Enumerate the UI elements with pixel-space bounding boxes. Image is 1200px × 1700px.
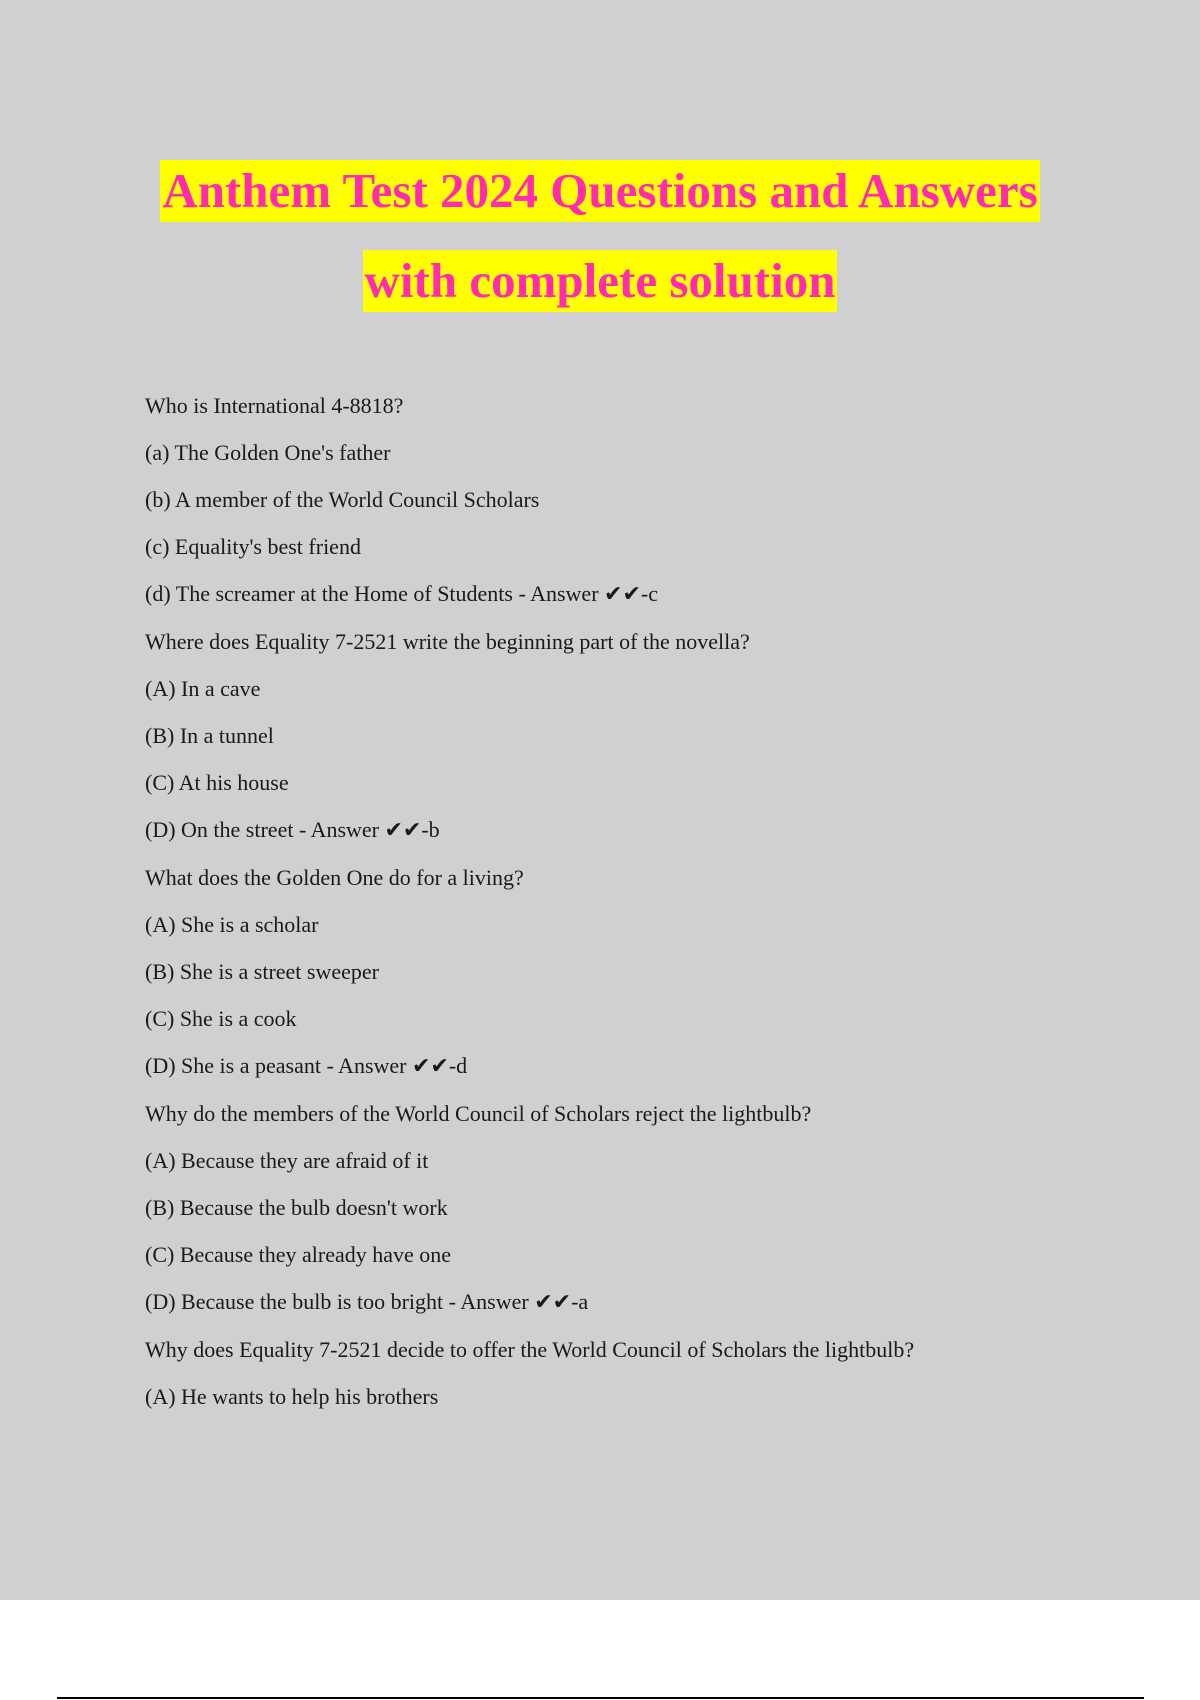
option-line: (a) The Golden One's father: [145, 440, 391, 465]
footer-rule: [57, 1697, 1144, 1699]
option-line: (C) At his house: [145, 770, 289, 795]
option-line: (c) Equality's best friend: [145, 534, 361, 559]
option-line: (A) He wants to help his brothers: [145, 1384, 439, 1409]
question-list: [145, 393, 1105, 1431]
answer-option-line: (D) On the street - Answer ✔✔-b: [145, 817, 440, 842]
option-line: (b) A member of the World Council Scholars: [145, 487, 540, 512]
question-text: Why does Equality 7-2521 decide to offer the World Council of Scholars the lightbulb?: [145, 1337, 915, 1362]
question-text: Who is International 4-8818?: [145, 393, 404, 418]
title-line-1: Anthem Test 2024 Questions and Answers: [160, 160, 1039, 222]
question-text: Why do the members of the World Council of Scholars reject the lightbulb?: [145, 1101, 812, 1126]
answer-option-line: (d) The screamer at the Home of Students - Answer ✔✔-c: [145, 581, 658, 606]
option-line: (B) She is a street sweeper: [145, 959, 379, 984]
option-line: (A) Because they are afraid of it: [145, 1148, 429, 1173]
option-line: (C) Because they already have one: [145, 1242, 452, 1267]
option-line: (B) In a tunnel: [145, 723, 274, 748]
answer-option-line: (D) Because the bulb is too bright - Answer ✔✔-a: [145, 1289, 589, 1314]
option-line: (A) In a cave: [145, 676, 261, 701]
title-line-2: with complete solution: [363, 250, 838, 312]
document-title: [0, 160, 1200, 312]
option-line: (B) Because the bulb doesn't work: [145, 1195, 448, 1220]
question-text: Where does Equality 7-2521 write the beginning part of the novella?: [145, 629, 750, 654]
answer-option-line: (D) She is a peasant - Answer ✔✔-d: [145, 1053, 468, 1078]
question-text: What does the Golden One do for a living?: [145, 865, 524, 890]
option-line: (C) She is a cook: [145, 1006, 297, 1031]
option-line: (A) She is a scholar: [145, 912, 319, 937]
